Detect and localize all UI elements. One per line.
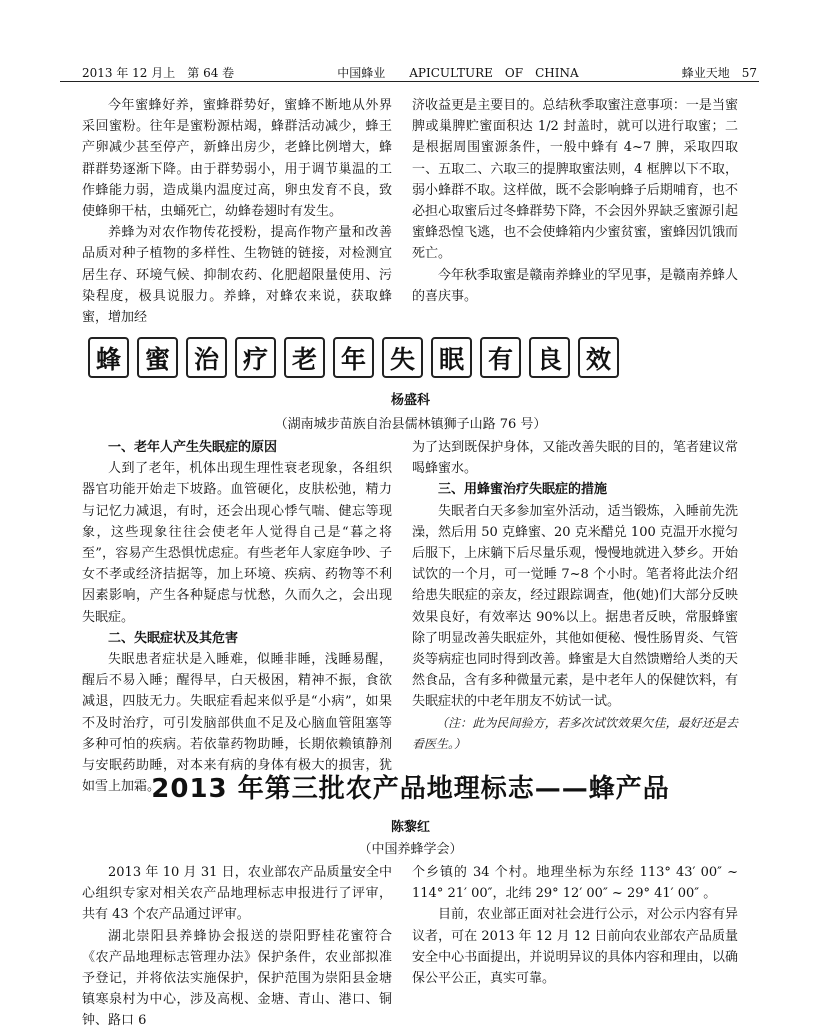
article2-paragraph-2: 湖北崇阳县养蜂协会报送的崇阳野桂花蜜符合《农产品地理标志管理办法》保护条件，农业部拟准予登记，并将依法实施保护，保护范围为崇阳县金塘镇寒泉村为中心，涉及高枧、金塘、青山、港口、铜钟、路口 6 [82, 928, 392, 1029]
article1-paragraph-1: 人到了老年，机体出现生理性衰老现象，各组织器官功能开始走下坡路。血管硬化，皮肤松弛，精力与记忆力减退，有时，还会出现心悸气喘、健忘等现象，这些现象往往会使老年人觉得自己是“暮之将至”，容易产生恐惧忧虑症。有些老年人家庭争吵、子女不孝或经济拮据等，加上环境、疾病、药物等不利因素影响，产生各种疑虑与忧愁，久而久之，会出现失眠症。 [82, 461, 392, 625]
header-rule [60, 81, 759, 82]
article2-paragraph-3: 个乡镇的 34 个村。地理坐标为东经 113° 43′ 00″ ~ 114° 21′ 00″，北纬 29° 12′ 00″ ~ 29° 41′ 00″ 。 [412, 865, 738, 902]
title-char: 年 [333, 337, 374, 378]
article2-paragraph-4: 目前，农业部正面对社会进行公示，对公示内容有异议者，可在 2013 年 12 月 12 日前向农业部农产品质量安全中心书面提出，并说明异议的具体内容和理由，以确保公平公正，真实可靠。 [412, 907, 738, 987]
article1-note: （注：此为民间验方，若多次试饮效果欠佳，最好还是去看医生。） [412, 715, 738, 751]
article2-author: 陈黎红 [390, 820, 430, 835]
title-char: 疗 [235, 337, 276, 378]
section-heading-3: 三、用蜂蜜治疗失眠症的措施 [438, 482, 608, 498]
top-left-paragraph-2: 养蜂为对农作物传花授粉，提高作物产量和改善品质对种子植物的多样性、生物链的链接，对检测宜居生存、环境气候、抑制农药、化肥超限量使用、污染程度，极具说服力。养蜂，对蜂农来说，获取蜂蜜，增加经 [82, 225, 392, 326]
title-char: 失 [382, 337, 423, 378]
article1-author: 杨盛科 [390, 393, 430, 408]
article2-right-column [412, 862, 738, 989]
article1-paragraph-3: 为了达到既保护身体，又能改善失眠的目的，笔者建议常喝蜂蜜水。 [412, 440, 738, 477]
header-journal: 中国蜂业 APICULTURE OF CHINA [337, 66, 579, 80]
title-char: 有 [480, 337, 521, 378]
header-section-page: 蜂业天地 57 [681, 66, 757, 80]
top-right-paragraph-2: 今年秋季取蜜是赣南养蜂业的罕见事，是赣南养蜂人的喜庆事。 [412, 267, 738, 304]
title-char: 效 [578, 337, 619, 378]
header-issue: 2013 年 12 月上 第 64 卷 [82, 66, 235, 80]
top-right-column [412, 95, 738, 307]
title-char: 蜂 [88, 337, 129, 378]
article1-affiliation: （湖南城步苗族自治县儒林镇狮子山路 76 号） [274, 417, 547, 432]
article1-paragraph-4: 失眠者白天多参加室外活动，适当锻炼，入睡前先洗澡，然后用 50 克蜂蜜、20 克米醋兑 100 克温开水搅匀后服下，上床躺下后尽量乐观，慢慢地就进入梦乡。开始试饮的一个月，可一觉睡 7~8 个小时。笔者将此法介绍给患失眠症的亲友，经过跟踪调查，他(她)们大部分反映效果良好，有效率达 90%以上。据患者反映，常服蜂蜜除了明显改善失眠症外，其他如便秘、慢性肠胃炎、气管炎等病症也同时得到改善。蜂蜜是大自然馈赠给人类的天然食品，含有多种微量元素，是中老年人的保健饮料，有失眠症状的中老年朋友不妨试一试。 [412, 503, 738, 710]
top-left-column [82, 95, 392, 328]
section-heading-2: 二、失眠症状及其危害 [108, 630, 239, 646]
article1-title [88, 337, 619, 378]
article1-paragraph-2: 失眠患者症状是入睡难，似睡非睡，浅睡易醒，醒后不易入睡；醒得早，白天极困，精神不振，食欲减退，四肢无力。失眠症看起来似乎是“小病”，如果不及时治疗，可引发脑部供血不足及心脑血管阻塞等多种可怕的疾病。若依靠药物助睡，长期依赖镇静剂与安眠药助睡，对本来有病的身体有极大的损害，犹如雪上加霜。 [82, 652, 392, 795]
article2-title: 2013 年第三批农产品地理标志——蜂产品 [151, 774, 670, 804]
article2-affiliation: （中国养蜂学会） [358, 842, 463, 857]
section-heading-1: 一、老年人产生失眠症的原因 [108, 440, 278, 455]
title-char: 老 [284, 337, 325, 378]
top-left-paragraph-1: 今年蜜蜂好养，蜜蜂群势好，蜜蜂不断地从外界采回蜜粉。往年是蜜粉源枯竭，蜂群活动减少，蜂王产卵减少甚至停产，新蜂出房少，老蜂比例增大，蜂群群势逐渐下降。由于群势弱小，用于调节巢温的工作蜂能力弱，造成巢内温度过高，卵虫发育不良，致使蜂卵干枯，虫蛹死亡，幼蜂卷翅时有发生。 [82, 98, 392, 220]
article2-left-column [82, 862, 392, 1032]
title-char: 蜜 [137, 337, 178, 378]
article1-left-column [82, 437, 392, 797]
running-header [82, 64, 757, 81]
article1-right-column [412, 437, 738, 755]
title-char: 治 [186, 337, 227, 378]
article2-paragraph-1: 2013 年 10 月 31 日，农业部农产品质量安全中心组织专家对相关农产品地理标志申报进行了评审，共有 43 个农产品通过评审。 [82, 865, 392, 923]
title-char: 眠 [431, 337, 472, 378]
title-char: 良 [529, 337, 570, 378]
top-right-paragraph-1: 济收益更是主要目的。总结秋季取蜜注意事项：一是当蜜脾或巢脾贮蜜面积达 1/2 封盖时，就可以进行取蜜；二是根据周围蜜源条件，一般中蜂有 4~7 脾，采取四取一、五取二、六取三的提脾取蜜法则，4 框脾以下不取，弱小蜂群不取。这样做，既不会影响蜂子后期哺育，也不必担心取蜜后过冬蜂群势下降，不会因外界缺乏蜜源引起蜜蜂恐惶飞逃，也不会使蜂箱内少蜜贫蜜，蜜蜂因饥饿而死亡。 [412, 98, 738, 262]
